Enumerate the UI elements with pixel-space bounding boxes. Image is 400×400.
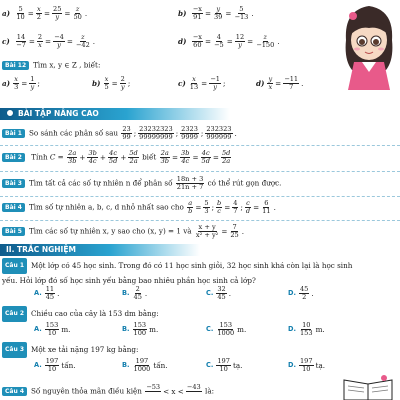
- section-advanced-header: [0, 108, 230, 120]
- bai12-c: c) $\frac{x}{13}$ = $\frac{-1}{y}$ ;: [178, 75, 226, 91]
- ex-b-label: b): [178, 8, 187, 18]
- mc-1-option-a[interactable]: A. $\frac{11}{45}$ .: [34, 285, 60, 301]
- question-badge: Câu 2: [2, 306, 27, 322]
- fraction: $\frac{z}{-150}$: [256, 33, 275, 49]
- fraction: $\frac{2}{x}$: [37, 33, 43, 49]
- mc-3-option-b[interactable]: B. $\frac{197}{1000}$ tấn.: [122, 357, 168, 373]
- ex-a-label: a): [2, 8, 11, 18]
- exercise-badge: Bài 1: [2, 129, 25, 138]
- mc-1-text-line1: Một lớp có 45 học sinh. Trong đó có 11 học sinh giỏi, 32 học sinh khá còn lại là học sinh: [31, 261, 353, 270]
- fraction: $\frac{12}{y}$: [235, 33, 245, 49]
- adv-1: Bài 1 So sánh các phân số sau $\frac{23}{99}$ ; $\frac{23232323}{99999999}$ ; $\frac{2323}{9999}$ ; $\frac{232323}{999999}$ .: [2, 126, 238, 140]
- question-badge: Câu 3: [2, 342, 27, 358]
- fraction: $\frac{2}{y}$: [120, 75, 125, 91]
- mc-1-question: [2, 258, 394, 288]
- adv-5-text: Tìm các số tự nhiên x, y sao cho (x, y) = 1 và: [28, 226, 192, 236]
- fraction: $\frac{4}{-5}$: [214, 33, 224, 49]
- ex-c-label: c): [2, 36, 10, 46]
- section-mc-header: [0, 244, 200, 256]
- bai12-b: b) $\frac{x}{5}$ = $\frac{2}{y}$ ;: [92, 75, 131, 91]
- girl-illustration: [338, 0, 400, 90]
- mc-1-option-b[interactable]: B. $\frac{2}{45}$ .: [122, 285, 148, 301]
- fraction: $\frac{-x}{60}$: [192, 33, 202, 49]
- mc-4-text: Số nguyên thỏa mãn điều kiện: [31, 386, 142, 396]
- item-label: b): [92, 78, 101, 88]
- fraction: $\frac{x}{5}$: [104, 75, 109, 91]
- exercise-badge: Bài 12: [2, 61, 29, 70]
- fraction: −43: [186, 383, 201, 391]
- bai12-text: Tìm x, y ∈ Z , biết:: [33, 60, 101, 70]
- fraction: $\frac{-x}{91}$: [192, 5, 202, 21]
- question-badge: Câu 4: [2, 387, 27, 396]
- mc-1-option-c[interactable]: C. $\frac{32}{45}$ .: [206, 285, 232, 301]
- rose-icon: [6, 109, 14, 117]
- fraction: $\frac{y}{x}$: [268, 75, 273, 91]
- fraction: $\frac{-4}{y}$: [54, 33, 64, 49]
- mc-2-option-c[interactable]: C. $\frac{153}{1000}$ m.: [206, 321, 247, 337]
- ex-b: b) $\frac{-x}{91}$ = $\frac{y}{39}$ = $\frac{5}{-13}$ .: [178, 5, 254, 21]
- adv-1-text: So sánh các phân số sau: [28, 128, 119, 138]
- ex-a: a) $\frac{5}{10}$ = $\frac{x}{2}$ = $\frac{25}{y}$ = $\frac{z}{50}$ .: [2, 5, 88, 21]
- fraction: $\frac{-1}{y}$: [210, 75, 220, 91]
- fraction: $\frac{x}{2}$: [36, 5, 41, 21]
- exercise-badge: Bài 2: [2, 153, 25, 162]
- equals: =: [221, 226, 228, 236]
- fraction: $\frac{-11}{7}$: [284, 75, 299, 91]
- fraction: $\frac{x + y}{\text{x² + y²}}$: [195, 223, 219, 239]
- fraction: $\frac{1}{y}$: [30, 75, 35, 91]
- inequality: < x <: [163, 386, 184, 396]
- fraction: $\frac{18n + 3}{21n + 7}$: [176, 175, 204, 191]
- mc-3-option-d[interactable]: D. $\frac{197}{10}$ tạ.: [288, 357, 326, 373]
- adv-4: Bài 4 Tìm số tự nhiên a, b, c, d nhỏ nhất sao cho $\frac{a}{b}$ = $\frac{5}{3}$ ; $\frac{b}{c}$ = $\frac{4}{7}$ ; $\frac{c}{d}$ = $\frac{6}{11}$ .: [2, 200, 277, 214]
- adv-3-text: Tìm tất cả các số tự nhiên n để phân số: [28, 178, 173, 188]
- fraction: $\frac{x}{3}$: [14, 75, 19, 91]
- mc-1-option-d[interactable]: D. $\frac{45}{2}$ .: [288, 285, 314, 301]
- ex-d: d) $\frac{-x}{60}$ = $\frac{4}{-5}$ = $\frac{12}{y}$ = $\frac{z}{-150}$ .: [178, 33, 280, 49]
- bai12-header: [2, 60, 100, 70]
- fraction: $\frac{5}{-13}$: [234, 5, 249, 21]
- fraction: $\frac{14}{-7}$: [16, 33, 26, 49]
- ex-d-label: d): [178, 36, 187, 46]
- bai12-a: a) $\frac{x}{3}$ = $\frac{1}{y}$ ;: [2, 75, 40, 91]
- divider: [0, 145, 400, 146]
- fraction: $\frac{z}{50}$: [73, 5, 82, 21]
- exercise-badge: Bài 5: [2, 227, 25, 236]
- question-badge: Câu 1: [2, 258, 27, 274]
- fraction: $\frac{25}{y}$: [53, 5, 62, 21]
- section-title: BÀI TẬP NÂNG CAO: [18, 109, 99, 118]
- mc-4-tail: là:: [205, 386, 215, 396]
- mc-2-question: [2, 306, 394, 322]
- adv-2: Bài 2 Tính C = $\frac{2a}{3b}$ + $\frac{3b}{4c}$ + $\frac{4c}{5d}$ + $\frac{5d}{2a}$ biết $\frac{2a}{3b}$ = $\frac{3b}{4c}$ = $\frac{4c}{5d}$ = $\frac{5d}{2a}$: [2, 150, 232, 164]
- divider: [0, 220, 400, 221]
- mc-3-option-a[interactable]: A. $\frac{197}{10}$ tấn.: [34, 357, 76, 373]
- divider: [0, 171, 400, 172]
- mc-3-question: [2, 342, 394, 358]
- adv-4-text: Tìm số tự nhiên a, b, c, d nhỏ nhất sao cho: [28, 202, 184, 212]
- mc-2-option-b[interactable]: B. $\frac{153}{100}$ m.: [122, 321, 159, 337]
- exercise-badge: Bài 4: [2, 203, 25, 212]
- fraction: $\frac{x}{13}$: [189, 75, 199, 91]
- exercise-badge: Bài 3: [2, 179, 25, 188]
- mc-3-option-c[interactable]: C. $\frac{197}{10}$ tạ.: [206, 357, 243, 373]
- fraction: $\frac{5}{10}$: [16, 5, 25, 21]
- mc-4-question: [2, 384, 214, 398]
- adv-5: Bài 5 Tìm các số tự nhiên x, y sao cho (x, y) = 1 và $\frac{x + y}{\text{x² + y²}}$ = $\frac{7}{25}$ .: [2, 224, 245, 238]
- item-label: a): [2, 78, 11, 88]
- bai12-d: d) $\frac{y}{x}$ = $\frac{-11}{7}$ .: [256, 75, 304, 91]
- mc-1-text-line2: yếu. Hỏi lớp đó số học sinh yếu bằng bao nhiêu phần học sinh cả lớp?: [2, 276, 256, 285]
- adv-3: [2, 176, 281, 190]
- fraction: $\frac{z}{-42}$: [75, 33, 90, 49]
- mc-2-option-d[interactable]: D. $\frac{10}{153}$ m.: [288, 321, 325, 337]
- section-title: II. TRẮC NGHIỆM: [6, 245, 76, 254]
- mc-3-text: Một xe tải nặng 197 kg bằng:: [31, 345, 139, 354]
- fraction: $\frac{y}{39}$: [214, 5, 223, 21]
- fraction: −53: [146, 383, 161, 391]
- divider: [0, 196, 400, 197]
- item-label: d): [256, 78, 265, 88]
- item-label: c): [178, 78, 186, 88]
- book-illustration: [340, 374, 396, 400]
- mc-2-text: Chiều cao của cây là 153 dm bằng:: [31, 309, 159, 318]
- fraction: $\frac{7}{25}$: [230, 223, 239, 239]
- mc-2-option-a[interactable]: A. $\frac{153}{10}$ m.: [34, 321, 71, 337]
- adv-3-tail: có thể rút gọn được.: [207, 178, 282, 188]
- ex-c: c) $\frac{14}{-7}$ = $\frac{2}{x}$ = $\frac{-4}{y}$ = $\frac{z}{-42}$ .: [2, 33, 96, 49]
